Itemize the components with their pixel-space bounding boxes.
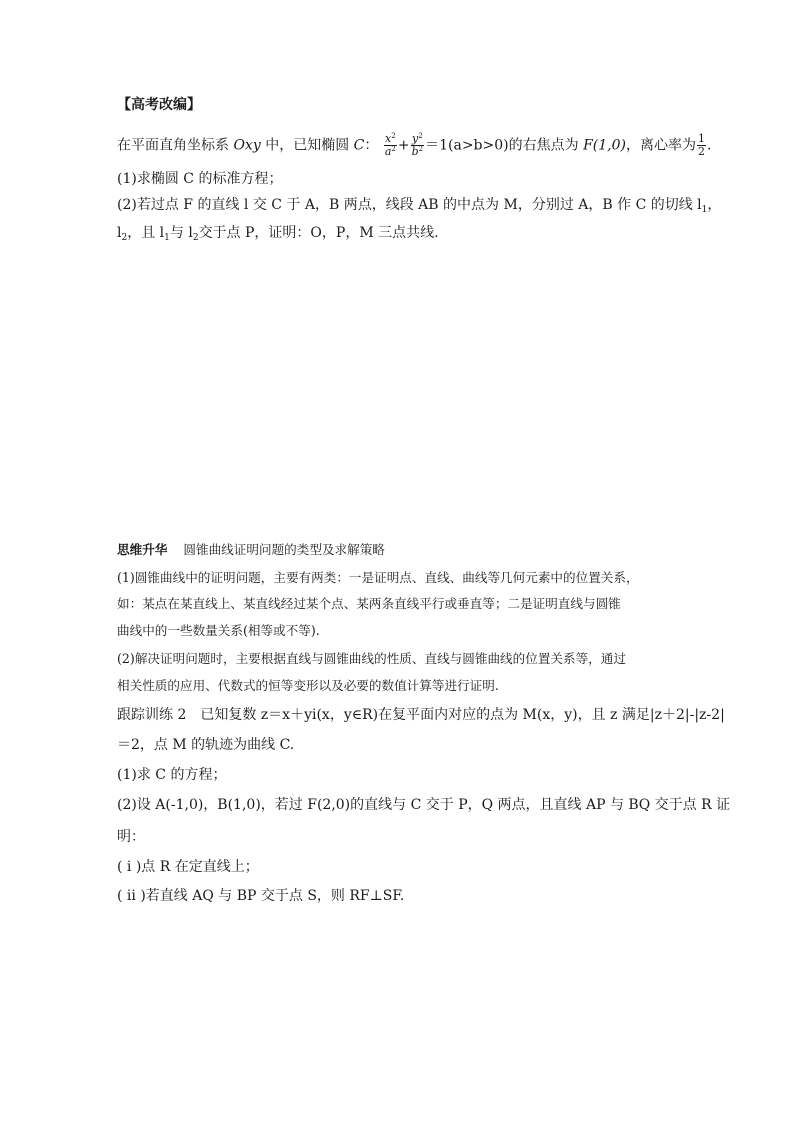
period: . (706, 137, 712, 154)
ellipse-name: C (353, 137, 365, 154)
summary-p1-line3: 曲线中的一些数量关系(相等或不等). (117, 623, 320, 638)
fraction-x2-a2: $\frac{x^2}{a^2}$ (384, 132, 396, 158)
problem2-line1: 跟踪训练 2 已知复数 z＝x＋yi(x，y∈R)在复平面内对应的点为 M(x，y)，且 z 满足|z＋2|-|z-2| (117, 707, 725, 723)
problem-tag: 【高考改编】 (117, 97, 201, 113)
fraction-y2-b2: $\frac{y^2}{b^2}$ (411, 132, 424, 158)
summary-subheading: 圆锥曲线证明问题的类型及求解策略 (183, 542, 385, 557)
summary-p1-line2: 如：某点在某直线上、某直线经过某个点、某两条直线平行或垂直等；二是证明直线与圆锥 (117, 596, 621, 611)
problem1-intro (117, 133, 711, 158)
summary-p1-line1: (1)圆锥曲线中的证明问题，主要有两类：一是证明点、直线、曲线等几何元素中的位置关系， (117, 570, 639, 585)
eccentricity-text: ，离心率为 (625, 137, 696, 154)
summary-p2-line2: 相关性质的应用、代数式的恒等变形以及必要的数值计算等进行证明. (117, 678, 499, 693)
intro-prefix: 在平面直角坐标系 (117, 137, 229, 154)
problem1-part2-line2: $l_2$，且 $l_1$与 $l_2$交于点 P，证明：O，P，M 三点共线. (117, 225, 439, 243)
focus-text: 的右焦点为 (508, 137, 579, 154)
problem2-line2: ＝2，点 M 的轨迹为曲线 C. (117, 737, 295, 753)
focus-point: F(1,0) (583, 137, 626, 154)
problem2-line3: (1)求 C 的方程； (117, 767, 227, 783)
summary-heading: 思维升华 (117, 542, 168, 557)
plus-sign: + (397, 137, 410, 154)
problem1-part1: (1)求椭圆 C 的标准方程； (117, 171, 283, 187)
intro-mid: 中，已知椭圆 (265, 137, 350, 154)
problem2-line5: 明： (117, 829, 145, 845)
fraction-one-half: $\frac{1}{2}$ (697, 132, 705, 158)
colon: ： (364, 137, 379, 154)
summary-heading-row (117, 541, 385, 559)
problem2-line7: ( ii )若直线 AQ 与 BP 交于点 S，则 RF⊥SF. (117, 888, 405, 904)
summary-p2-line1: (2)解决证明问题时，主要根据直线与圆锥曲线的性质、直线与圆锥曲线的位置关系等，通过 (117, 651, 626, 666)
problem2-line6: ( i )点 R 在定直线上； (117, 859, 259, 875)
problem2-line4: (2)设 A(-1,0)，B(1,0)，若过 F(2,0)的直线与 C 交于 P，Q 两点，且直线 AP 与 BQ 交于点 R 证 (117, 797, 731, 813)
intro-oxy: Oxy (233, 137, 261, 154)
problem1-part2-line1: (2)若过点 F 的直线 l 交 C 于 A，B 两点，线段 AB 的中点为 M，分别过 A，B 作 C 的切线 $l_1$， (117, 197, 722, 215)
equation-condition: ＝1(a>b>0) (425, 137, 509, 154)
